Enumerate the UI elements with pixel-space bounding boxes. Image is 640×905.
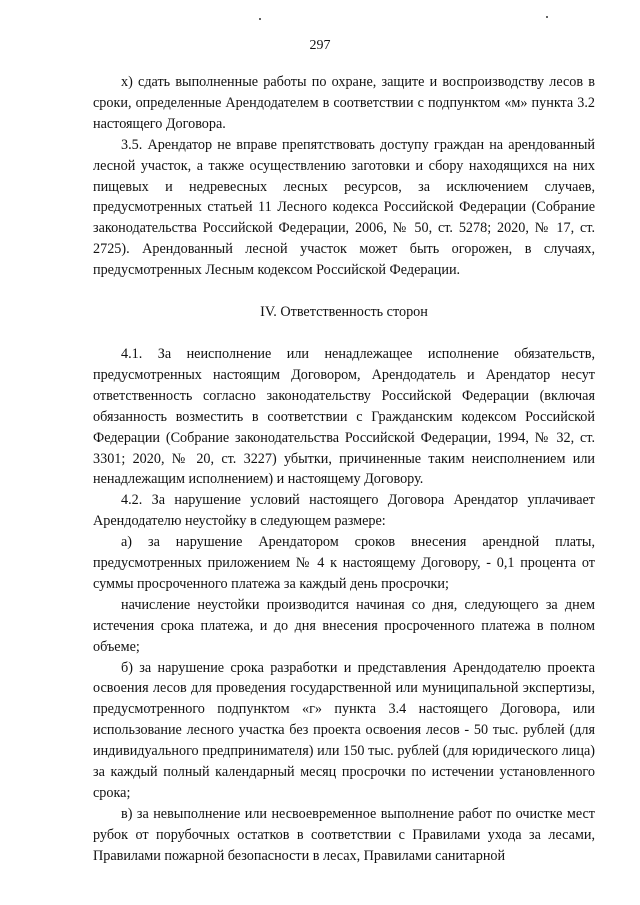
scan-speck xyxy=(546,16,548,18)
paragraph-4-2-v: в) за невыполнение или несвоевременное выполнение работ по очистке мест рубок от порубочных остатков в соответствии с Правилами ухода за лесами, Правилами пожарной безопасности в лесах, Правилами санитарной xyxy=(93,805,595,864)
paragraph-4-2-b: б) за нарушение срока разработки и представления Арендодателю проекта освоения лесов для проведения государственной или муниципальной экспертизы, предусмотренного подпунктом «г» пункта 3.4 настоящего Договора, или использование лесного участка без проекта освоения лесов - 50 тыс. рублей (для индивидуального предпринимателя) или 150 тыс. рублей (для юридического лица) за каждый полный календарный месяц просрочки по истечении установленного срока; xyxy=(93,659,595,801)
paragraph-3-4-x: х) сдать выполненные работы по охране, защите и воспроизводству лесов в сроки, определенные Арендодателем в соответствии с подпунктом «м» пункта 3.2 настоящего Договора. xyxy=(93,74,595,132)
document-body xyxy=(93,72,595,867)
section-heading: IV. Ответственность сторон xyxy=(260,304,428,321)
scan-speck xyxy=(259,18,261,20)
paragraph-penalty-accrual: начисление неустойки производится начиная со дня, следующего за днем истечения срока платежа, и до дня внесения просроченного платежа в полном объеме; xyxy=(93,596,595,655)
page-number: 297 xyxy=(309,38,331,53)
paragraph-4-2: 4.2. За нарушение условий настоящего Договора Арендатор уплачивает Арендодателю неустойку в следующем размере: xyxy=(93,492,595,530)
paragraph-3-5: 3.5. Арендатор не вправе препятствовать доступу граждан на арендованный лесной участок, а также осуществлению заготовки и сбору находящихся на них пищевых и недревесных лесных ресурсов, за исключением случаев, предусмотренных статьей 11 Лесного кодекса Российской Федерации (Собрание законодательства Российской Федерации, 2006, № 50, ст. 5278; 2020, № 17, ст. 2725). Арендованный лесной участок может быть огорожен, в случаях, предусмотренных Лесным кодексом Российской Федерации. xyxy=(93,136,595,279)
paragraph-4-2-a: а) за нарушение Арендатором сроков внесения арендной платы, предусмотренных приложением № 4 к настоящему Договору, - 0,1 процента от суммы просроченного платежа за каждый день просрочки; xyxy=(93,534,595,592)
paragraph-4-1: 4.1. За неисполнение или ненадлежащее исполнение обязательств, предусмотренных настоящим Договором, Арендодатель и Арендатор несут ответственность согласно законодательству Российской Федерации (включая обязанность возместить в соответствии с Гражданским кодексом Российской Федерации (Собрание законодательства Российской Федерации, 1994, № 32, ст. 3301; 2020, № 20, ст. 3227) убытки, причиненные таким неисполнением или ненадлежащим исполнением) и настоящему Договору. xyxy=(93,345,595,488)
